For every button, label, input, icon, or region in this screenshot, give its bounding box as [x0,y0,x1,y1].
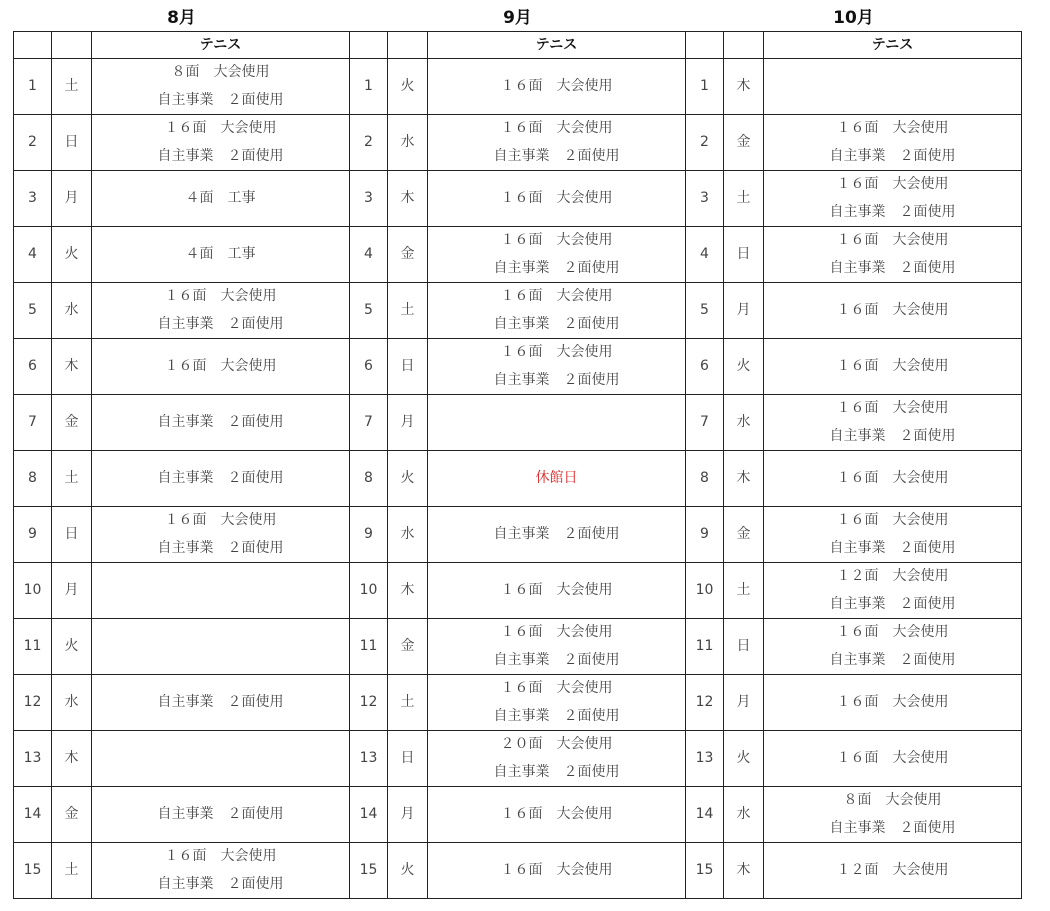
day-number-cell: 3 [686,171,724,227]
header-tennis-oct: テニス [764,32,1022,59]
usage-cell [764,675,1022,731]
header-blank-day [686,32,724,59]
day-number-cell: 9 [14,507,52,563]
header-blank-weekday [388,32,428,59]
usage-cell [764,115,1022,171]
usage-line: ８面 大会使用 [843,792,942,808]
day-number-cell: 10 [14,563,52,619]
weekday-cell: 水 [724,787,764,843]
tennis-schedule-table [13,31,1022,899]
weekday-cell: 日 [52,507,92,563]
day-number-cell: 12 [686,675,724,731]
usage-line: １６面 大会使用 [836,624,949,640]
usage-line: 自主事業 ２面使用 [157,147,284,164]
usage-line: １６面 大会使用 [500,77,613,94]
usage-line: 自主事業 ２面使用 [157,693,284,710]
day-number-cell: 5 [350,283,388,339]
header-blank-day [14,32,52,59]
usage-line: ４面 工事 [185,245,256,262]
weekday-cell: 火 [724,731,764,787]
weekday-cell: 金 [388,619,428,675]
weekday-cell: 土 [52,451,92,507]
usage-line: １６面 大会使用 [500,805,613,822]
table-row [14,731,1022,787]
day-number-cell: 2 [14,115,52,171]
usage-cell [764,507,1022,563]
day-number-cell: 3 [14,171,52,227]
usage-line: ２０面 大会使用 [500,736,613,752]
usage-line: 自主事業 ２面使用 [493,707,620,724]
usage-cell [92,339,350,395]
day-number-cell: 8 [14,451,52,507]
usage-cell [92,115,350,171]
closed-label: 休館日 [535,469,578,486]
usage-line: １２面 大会使用 [836,568,949,584]
usage-line: １６面 大会使用 [500,581,613,598]
weekday-cell: 月 [52,563,92,619]
usage-line: １６面 大会使用 [836,301,949,318]
usage-line: １６面 大会使用 [500,288,613,304]
usage-cell [92,451,350,507]
closed-day-cell [428,451,686,507]
usage-line: １６面 大会使用 [836,232,949,248]
weekday-cell: 金 [724,115,764,171]
usage-line: １６面 大会使用 [164,357,277,374]
usage-cell [764,451,1022,507]
table-row [14,59,1022,115]
day-number-cell: 11 [350,619,388,675]
usage-line: １６面 大会使用 [500,120,613,136]
usage-cell [92,675,350,731]
usage-line: １６面 大会使用 [836,749,949,766]
day-number-cell: 15 [14,843,52,899]
usage-line: １６面 大会使用 [164,848,277,864]
weekday-cell: 月 [388,395,428,451]
weekday-cell: 火 [52,619,92,675]
usage-cell [428,787,686,843]
day-number-cell: 5 [686,283,724,339]
usage-cell [92,563,350,619]
weekday-cell: 土 [52,843,92,899]
month-title-sep: 9月 [503,8,532,28]
day-number-cell: 9 [350,507,388,563]
usage-line: １６面 大会使用 [500,344,613,360]
day-number-cell: 14 [350,787,388,843]
day-number-cell: 8 [686,451,724,507]
usage-cell [764,59,1022,115]
usage-cell [428,395,686,451]
weekday-cell: 火 [388,59,428,115]
header-blank-weekday [52,32,92,59]
day-number-cell: 4 [14,227,52,283]
usage-line: 自主事業 ２面使用 [493,315,620,332]
day-number-cell: 13 [14,731,52,787]
day-number-cell: 2 [350,115,388,171]
usage-line: １６面 大会使用 [500,861,613,878]
usage-line: 自主事業 ２面使用 [493,525,620,542]
weekday-cell: 月 [724,283,764,339]
usage-cell [764,563,1022,619]
usage-cell [428,843,686,899]
weekday-cell: 木 [52,731,92,787]
weekday-cell: 日 [724,227,764,283]
table-row [14,451,1022,507]
usage-line: 自主事業 ２面使用 [157,805,284,822]
day-number-cell: 4 [686,227,724,283]
usage-line: 自主事業 ２面使用 [829,427,956,444]
usage-line: １６面 大会使用 [836,176,949,192]
day-number-cell: 10 [686,563,724,619]
usage-line: 自主事業 ２面使用 [157,469,284,486]
usage-line: 自主事業 ２面使用 [829,595,956,612]
usage-cell [92,283,350,339]
weekday-cell: 水 [388,115,428,171]
day-number-cell: 13 [350,731,388,787]
header-row [14,32,1022,59]
day-number-cell: 1 [14,59,52,115]
day-number-cell: 5 [14,283,52,339]
usage-line: 自主事業 ２面使用 [829,259,956,276]
header-blank-weekday [724,32,764,59]
table-row [14,675,1022,731]
usage-cell [764,339,1022,395]
usage-cell [764,227,1022,283]
day-number-cell: 8 [350,451,388,507]
usage-cell [764,787,1022,843]
day-number-cell: 15 [350,843,388,899]
usage-line: 自主事業 ２面使用 [829,819,956,836]
usage-line: １６面 大会使用 [500,624,613,640]
usage-line: 自主事業 ２面使用 [157,413,284,430]
table-row [14,283,1022,339]
usage-line: １６面 大会使用 [500,232,613,248]
day-number-cell: 4 [350,227,388,283]
day-number-cell: 11 [14,619,52,675]
weekday-cell: 木 [52,339,92,395]
day-number-cell: 12 [14,675,52,731]
usage-cell [428,675,686,731]
weekday-cell: 火 [724,339,764,395]
weekday-cell: 金 [52,787,92,843]
usage-line: １６面 大会使用 [500,189,613,206]
usage-cell [92,787,350,843]
weekday-cell: 月 [52,171,92,227]
day-number-cell: 7 [14,395,52,451]
weekday-cell: 木 [724,451,764,507]
usage-line: 自主事業 ２面使用 [829,651,956,668]
usage-line: 自主事業 ２面使用 [493,763,620,780]
weekday-cell: 日 [52,115,92,171]
usage-cell [428,283,686,339]
day-number-cell: 15 [686,843,724,899]
usage-line: ８面 大会使用 [171,64,270,80]
weekday-cell: 日 [388,731,428,787]
weekday-cell: 金 [724,507,764,563]
usage-cell [428,59,686,115]
usage-line: 自主事業 ２面使用 [493,371,620,388]
weekday-cell: 火 [388,843,428,899]
usage-cell [428,115,686,171]
day-number-cell: 1 [350,59,388,115]
table-row [14,843,1022,899]
weekday-cell: 水 [724,395,764,451]
usage-line: 自主事業 ２面使用 [493,259,620,276]
usage-cell [764,395,1022,451]
day-number-cell: 13 [686,731,724,787]
usage-cell [92,171,350,227]
weekday-cell: 金 [388,227,428,283]
usage-cell [764,731,1022,787]
usage-line: 自主事業 ２面使用 [157,91,284,108]
header-tennis-sep: テニス [428,32,686,59]
day-number-cell: 6 [686,339,724,395]
day-number-cell: 14 [14,787,52,843]
usage-cell [92,619,350,675]
usage-cell [92,59,350,115]
weekday-cell: 土 [724,563,764,619]
weekday-cell: 木 [724,59,764,115]
usage-cell [764,171,1022,227]
header-tennis-aug: テニス [92,32,350,59]
day-number-cell: 1 [686,59,724,115]
usage-line: ４面 工事 [185,189,256,206]
usage-cell [764,619,1022,675]
day-number-cell: 14 [686,787,724,843]
usage-cell [428,339,686,395]
table-row [14,339,1022,395]
weekday-cell: 土 [388,283,428,339]
weekday-cell: 木 [724,843,764,899]
weekday-cell: 日 [724,619,764,675]
day-number-cell: 2 [686,115,724,171]
usage-line: 自主事業 ２面使用 [157,315,284,332]
usage-line: 自主事業 ２面使用 [157,539,284,556]
month-title-row [13,0,1022,31]
usage-line: １６面 大会使用 [164,288,277,304]
day-number-cell: 7 [350,395,388,451]
usage-cell [764,843,1022,899]
table-row [14,227,1022,283]
weekday-cell: 土 [52,59,92,115]
table-row [14,619,1022,675]
weekday-cell: 土 [388,675,428,731]
table-row [14,171,1022,227]
weekday-cell: 月 [724,675,764,731]
weekday-cell: 火 [388,451,428,507]
usage-cell [92,731,350,787]
usage-line: 自主事業 ２面使用 [493,147,620,164]
usage-line: １６面 大会使用 [836,469,949,486]
usage-cell [92,395,350,451]
month-title-oct: 10月 [833,8,874,28]
usage-cell [428,227,686,283]
usage-line: １６面 大会使用 [164,512,277,528]
usage-line: １２面 大会使用 [836,861,949,878]
table-row [14,507,1022,563]
table-row [14,563,1022,619]
weekday-cell: 水 [52,675,92,731]
usage-cell [428,619,686,675]
day-number-cell: 11 [686,619,724,675]
table-row [14,395,1022,451]
usage-line: 自主事業 ２面使用 [829,147,956,164]
day-number-cell: 6 [350,339,388,395]
usage-cell [92,507,350,563]
usage-line: １６面 大会使用 [836,693,949,710]
weekday-cell: 木 [388,171,428,227]
weekday-cell: 火 [52,227,92,283]
usage-cell [764,283,1022,339]
table-row [14,115,1022,171]
weekday-cell: 月 [388,787,428,843]
header-blank-day [350,32,388,59]
usage-cell [428,507,686,563]
usage-line: １６面 大会使用 [836,400,949,416]
usage-cell [428,563,686,619]
usage-cell [92,227,350,283]
usage-line: 自主事業 ２面使用 [493,651,620,668]
usage-line: 自主事業 ２面使用 [829,539,956,556]
day-number-cell: 7 [686,395,724,451]
usage-cell [428,731,686,787]
usage-line: １６面 大会使用 [164,120,277,136]
usage-line: 自主事業 ２面使用 [829,203,956,220]
usage-cell [92,843,350,899]
table-row [14,787,1022,843]
weekday-cell: 水 [388,507,428,563]
usage-cell [428,171,686,227]
usage-line: 自主事業 ２面使用 [157,875,284,892]
day-number-cell: 6 [14,339,52,395]
weekday-cell: 木 [388,563,428,619]
weekday-cell: 水 [52,283,92,339]
day-number-cell: 12 [350,675,388,731]
usage-line: １６面 大会使用 [836,512,949,528]
day-number-cell: 9 [686,507,724,563]
weekday-cell: 日 [388,339,428,395]
day-number-cell: 10 [350,563,388,619]
weekday-cell: 金 [52,395,92,451]
usage-line: １６面 大会使用 [500,680,613,696]
month-title-aug: 8月 [167,8,196,28]
usage-line: １６面 大会使用 [836,120,949,136]
weekday-cell: 土 [724,171,764,227]
day-number-cell: 3 [350,171,388,227]
usage-line: １６面 大会使用 [836,357,949,374]
